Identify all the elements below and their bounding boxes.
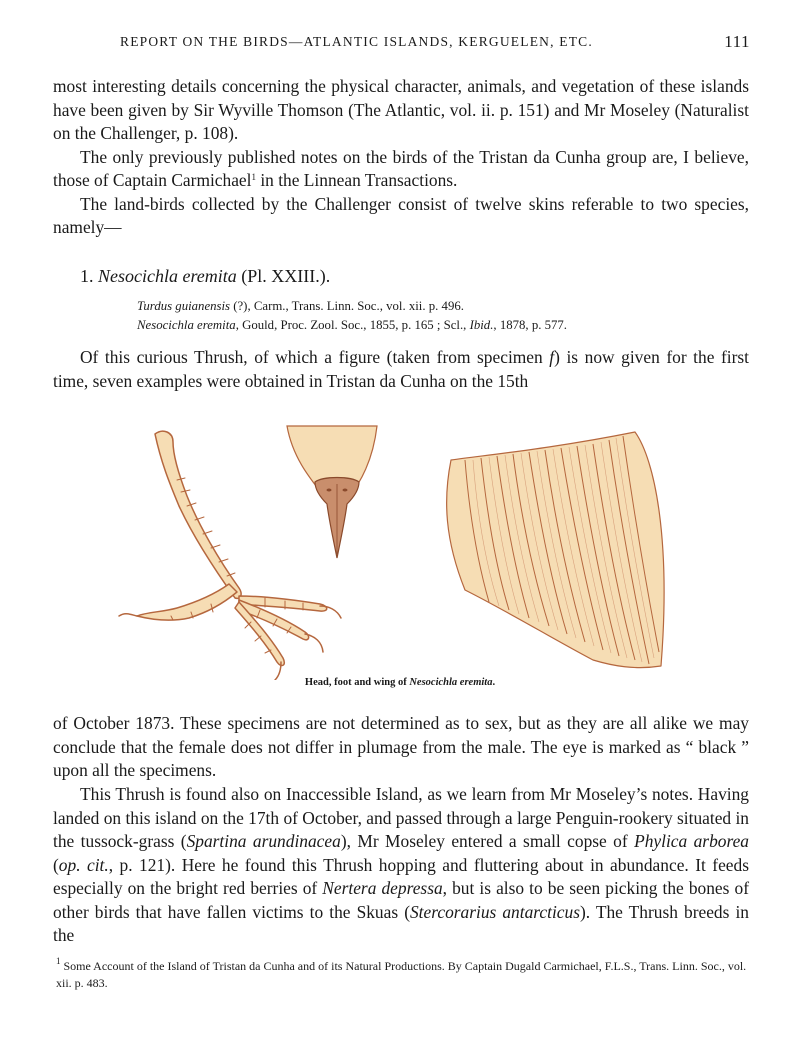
running-head: [120, 34, 750, 50]
figure-illustration: [115, 420, 695, 680]
species-heading: [80, 266, 330, 287]
paragraph-october: of October 1873. These specimens are not determined as to sex, but as they are all alike we may conclude that the female does not differ in plumage from the male. The eye is marked as “ black ” upon all the specimens.: [53, 713, 749, 780]
paragraph-thrush: Of this curious Thrush, of which a figure (taken from specimen f) is now given for the first time, seven examples were obtained in Tristan da Cunha on the 15th: [53, 347, 749, 391]
synonymy-line-2: Nesocichla eremita, Gould, Proc. Zool. Soc., 1855, p. 165 ; Scl., Ibid., 1878, p. 577.: [137, 318, 568, 332]
wing-illustration: [447, 432, 664, 668]
paragraph-islands: most interesting details concerning the physical character, animals, and vegetation of these islands have been given by Sir Wyville Thomson (The Atlantic, vol. ii. p. 151) and Mr Moseley (Naturalist on the Challenger, p. 108).: [53, 76, 749, 143]
footnote: [56, 958, 756, 991]
footnote-ref: 1: [251, 172, 256, 182]
paragraph-carmichael: The only previously published notes on the birds of the Tristan da Cunha group are, I believe, those of Captain Carmichael$^1$ in the Linnean Transactions.: [53, 146, 749, 190]
paragraph-land-birds: The land-birds collected by the Challenger consist of twelve skins referable to two species, namely—: [53, 193, 749, 237]
page-number: 111: [724, 32, 750, 51]
synonymy-line-1: Turdus guianensis (?), Carm., Trans. Linn. Soc., vol. xii. p. 496.: [137, 299, 464, 313]
head-illustration: [287, 426, 377, 558]
figure-caption: Head, foot and wing of Nesocichla eremita.: [304, 677, 496, 688]
species-name: Nesocichla eremita: [98, 266, 237, 286]
footnote-text: Some Account of the Island of Tristan da Cunha and of its Natural Productions. By Captain Dugald Carmichael, F.L.S., Trans. Linn. Soc., vol. xii. p. 483.: [56, 959, 747, 990]
paragraph-inaccessible: This Thrush is found also on Inaccessible Island, as we learn from Mr Moseley’s notes. Having landed on this island on the 17th of October, and passed through a large Penguin-rookery situated in the tussock-grass (Spartina arundinacea), Mr Moseley entered a small copse of Phylica arborea (op. cit., p. 121). Here he found this Thrush hopping and fluttering about in abundance. It feeds especially on the bright red berries of Nertera depressa, but is also to be seen picking the bones of other birds that have fallen victims to the Skuas (Stercorarius antarcticus). The Thrush breeds in the: [53, 784, 749, 945]
intro-paragraphs: [53, 75, 749, 240]
running-head-title: REPORT ON THE BIRDS—ATLANTIC ISLANDS, KERGUELEN, ETC.: [120, 34, 593, 49]
footnote-marker: 1: [56, 956, 61, 966]
species-plate: (Pl. XXIII.).: [241, 266, 331, 286]
species-number: 1.: [80, 266, 94, 286]
